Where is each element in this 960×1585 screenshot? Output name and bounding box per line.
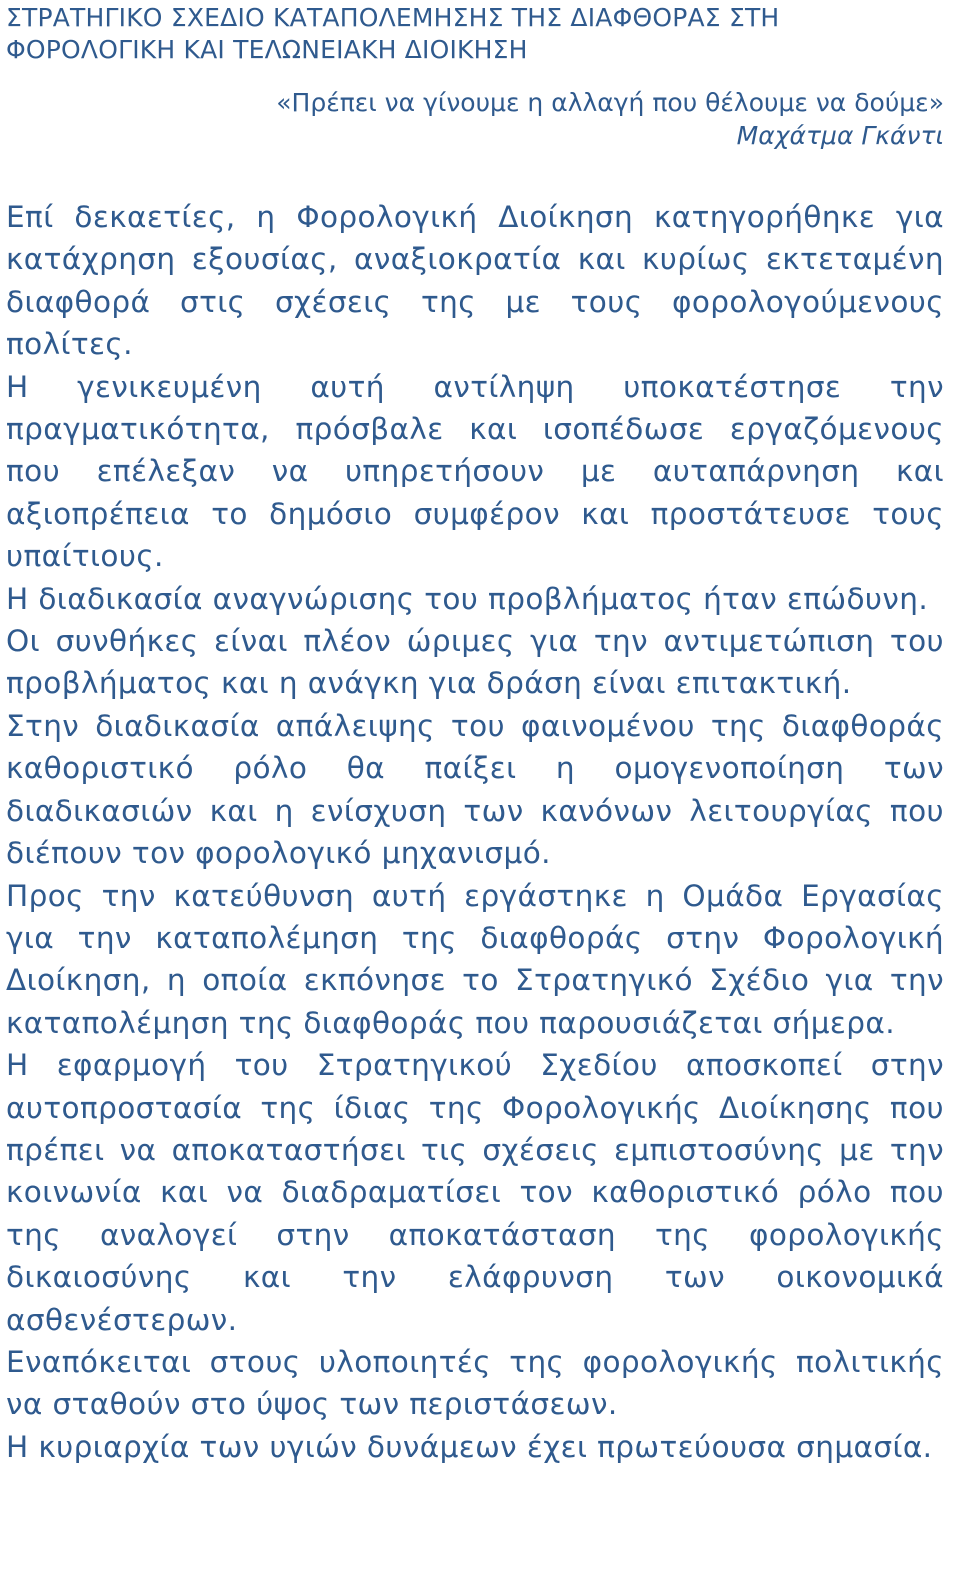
paragraph: Εναπόκειται στους υλοποιητές της φορολογικής πολιτικής να σταθούν στο ύψος των περιστάσεων. (6, 1344, 944, 1422)
paragraph: Η γενικευμένη αυτή αντίληψη υποκατέστησε την πραγματικότητα, πρόσβαλε και ισοπέδωσε εργαζόμενους που επέλεξαν να υπηρετήσουν με αυταπάρνηση και αξιοπρέπεια το δημόσιο συμφέρον και προστάτευσε τους υπαίτιους. (6, 369, 944, 574)
paragraph: Η διαδικασία αναγνώρισης του προβλήματος ήταν επώδυνη. (6, 581, 929, 616)
epigraph (6, 86, 944, 152)
document-title: ΣΤΡΑΤΗΓΙΚΟ ΣΧΕΔΙΟ ΚΑΤΑΠΟΛΕΜΗΣΗΣ ΤΗΣ ΔΙΑΦΘΟΡΑΣ ΣΤΗ ΦΟΡΟΛΟΓΙΚΗ ΚΑΙ ΤΕΛΩΝΕΙΑΚΗ ΔΙΟΙΚΗΣΗ (6, 3, 780, 64)
quote-author: Μαχάτμα Γκάντι (736, 121, 944, 150)
document-body (6, 196, 944, 1468)
paragraph: Στην διαδικασία απάλειψης του φαινομένου της διαφθοράς καθοριστικό ρόλο θα παίξει η ομογενοποίηση των διαδικασιών και η ενίσχυση των κανόνων λειτουργίας που διέπουν τον φορολογικό μηχανισμό. (6, 708, 944, 871)
paragraph: Επί δεκαετίες, η Φορολογική Διοίκηση κατηγορήθηκε για κατάχρηση εξουσίας, αναξιοκρατία και κυρίως εκτεταμένη διαφθορά στις σχέσεις της με τους φορολογούμενους πολίτες. (6, 200, 944, 362)
paragraph: Η εφαρμογή του Στρατηγικού Σχεδίου αποσκοπεί στην αυτοπροστασία της ίδιας της Φορολογικής Διοίκησης που πρέπει να αποκαταστήσει τις σχέσεις εμπιστοσύνης με την κοινωνία και να διαδραματίσει τον καθοριστικό ρόλο που της αναλογεί στην αποκατάσταση της φορολογικής δικαιοσύνης και την ελάφρυνση των οικονομικά ασθενέστερων. (6, 1048, 944, 1337)
paragraph: Προς την κατεύθυνση αυτή εργάστηκε η Ομάδα Εργασίας για την καταπολέμηση της διαφθοράς στην Φορολογική Διοίκηση, η οποία εκπόνησε το Στρατηγικό Σχέδιο για την καταπολέμηση της διαφθοράς που παρουσιάζεται σήμερα. (6, 878, 944, 1040)
paragraph: Η κυριαρχία των υγιών δυνάμεων έχει πρωτεύουσα σημασία. (6, 1429, 933, 1464)
paragraph: Οι συνθήκες είναι πλέον ώριμες για την αντιμετώπιση του προβλήματος και η ανάγκη για δράση είναι επιτακτική. (6, 624, 944, 701)
quote-text: «Πρέπει να γίνουμε η αλλαγή που θέλουμε να δούμε» (276, 88, 944, 117)
